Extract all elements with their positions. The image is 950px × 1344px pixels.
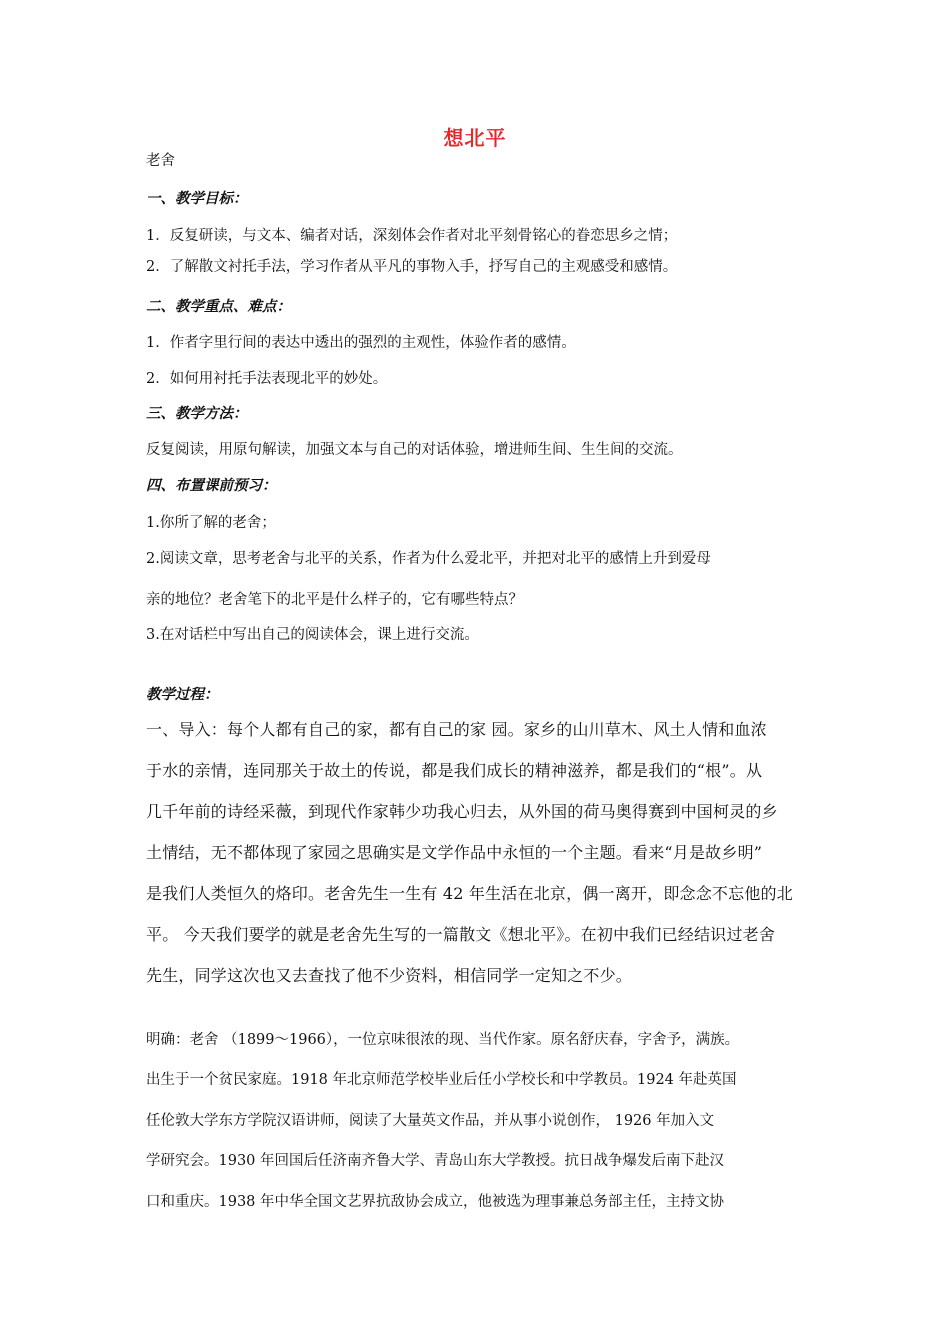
intro-line: 平。 今天我们要学的就是老舍先生写的一篇散文《想北平》。在初中我们已经结识过老舍 [146,925,776,944]
preview-line: 3.在对话栏中写出自己的阅读体会，课上进行交流。 [146,627,479,643]
intro-line: 土情结，无不都体现了家园之思确实是文学作品中永恒的一个主题。看来“月是故乡明” [146,843,763,862]
preview-line: 亲的地位？老舍笔下的北平是什么样子的，它有哪些特点？ [146,592,523,608]
clarify-line: 学研究会。1930 年回国后任济南齐鲁大学、青岛山东大学教授。抗日战争爆发后南下赴汉 [146,1153,725,1169]
keypoint-item: 1．作者字里行间的表达中透出的强烈的主观性，体验作者的感情。 [146,335,576,351]
section-heading-process: 教学过程： [146,687,219,703]
document-title: 想北平 [443,126,507,150]
intro-line: 是我们人类恒久的烙印。老舍先生一生有 42 年生活在北京，偶一离开，即念念不忘他的北 [146,884,793,903]
intro-line: 于水的亲情，连同那关于故土的传说，都是我们成长的精神滋养，都是我们的“根”。从 [146,761,763,780]
intro-line: 先生，同学这次也又去查找了他不少资料，相信同学一定知之不少。 [146,966,633,985]
objective-item: 2．了解散文衬托手法，学习作者从平凡的事物入手，抒写自己的主观感受和感情。 [146,259,678,275]
section-heading-methods: 三、教学方法： [146,406,248,422]
intro-line: 一、导入：每个人都有自己的家，都有自己的家 园。家乡的山川草木、风土人情和血浓 [146,720,767,739]
intro-line: 几千年前的诗经采薇，到现代作家韩少功我心归去，从外国的荷马奥得赛到中国柯灵的乡 [146,802,778,821]
section-heading-preview: 四、布置课前预习： [146,478,277,494]
preview-line: 1.你所了解的老舍； [146,515,276,531]
clarify-line: 口和重庆。1938 年中华全国文艺界抗敌协会成立，他被选为理事兼总务部主任，主持文协 [146,1194,725,1210]
author-name: 老舍 [146,153,175,169]
clarify-line: 任伦敦大学东方学院汉语讲师，阅读了大量英文作品，并从事小说创作， 1926 年加入文 [146,1113,715,1129]
methods-text: 反复阅读，用原句解读，加强文本与自己的对话体验，增进师生间、生生间的交流。 [146,442,683,458]
preview-line: 2.阅读文章，思考老舍与北平的关系，作者为什么爱北平，并把对北平的感情上升到爱母 [146,551,711,567]
clarify-line: 出生于一个贫民家庭。1918 年北京师范学校毕业后任小学校长和中学教员。1924 年赴英国 [146,1072,737,1088]
clarify-line: 明确：老舍 （1899～1966），一位京味很浓的现、当代作家。原名舒庆春，字舍予，满族。 [146,1032,740,1048]
keypoint-item: 2．如何用衬托手法表现北平的妙处。 [146,371,388,387]
section-heading-objectives: 一、教学目标： [146,191,248,207]
section-heading-keypoints: 二、教学重点、难点： [146,299,291,315]
objective-item: 1．反复研读，与文本、编者对话，深刻体会作者对北平刻骨铭心的眷恋思乡之情； [146,228,678,244]
